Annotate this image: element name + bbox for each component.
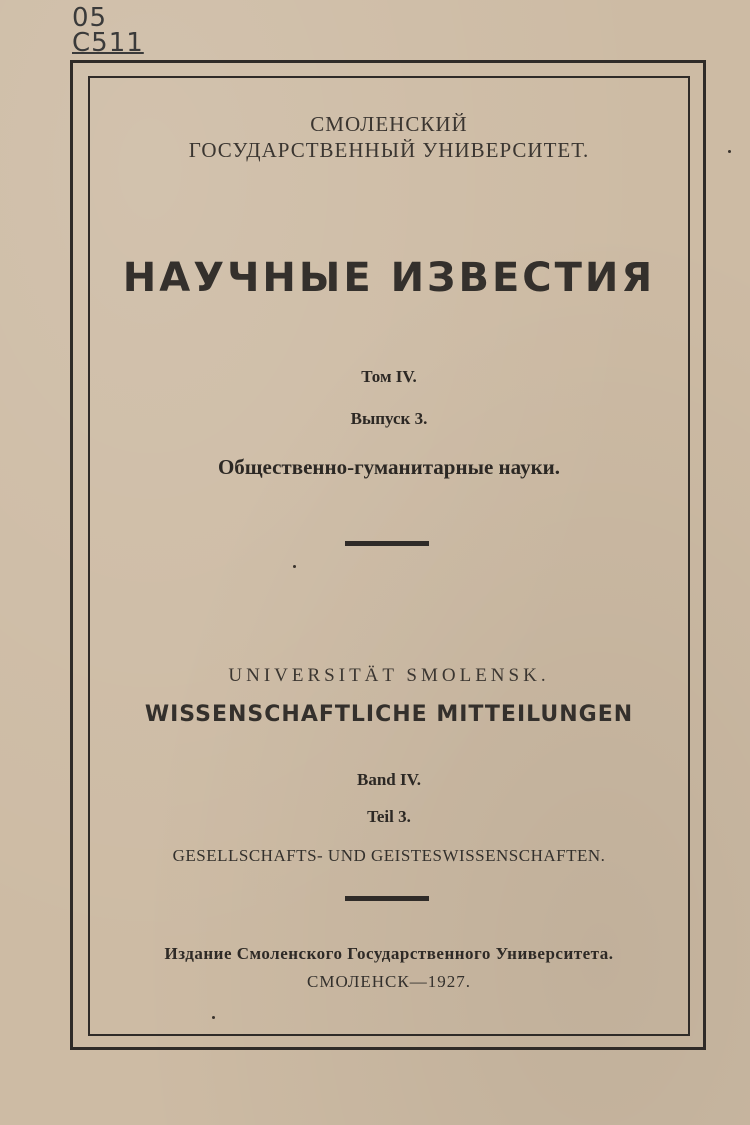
shelf-mark-line-1: 05 [72,3,108,33]
volume-ru: Том IV. [361,367,417,386]
volume-de: Band IV. [357,770,421,789]
publisher-line: Издание Смоленского Государственного Университета. [164,944,614,963]
subject-ru: Общественно-гуманитарные науки. [217,455,561,479]
inner-border [88,76,690,1036]
divider-rule-top [345,541,429,546]
paper-speck [212,1016,215,1019]
issue-ru: Выпуск 3. [350,409,428,428]
university-name-ru-line-1: СМОЛЕНСКИЙ [310,112,468,136]
university-name-ru-line-2: ГОСУДАРСТВЕННЫЙ УНИВЕРСИТЕТ. [188,138,590,162]
paper-speck [728,150,731,153]
imprint-city-year: СМОЛЕНСК—1927. [306,972,471,991]
library-shelf-mark [72,3,144,58]
shelf-mark-line-2: C511 [72,28,144,58]
subject-de: GESELLSCHAFTS- UND GEISTESWISSENSCHAFTEN. [172,846,606,865]
divider-rule-bottom [345,896,429,901]
university-name-de: UNIVERSITÄT SMOLENSK. [228,665,550,686]
part-de: Teil 3. [367,807,411,826]
journal-title-ru: НАУЧНЫЕ ИЗВЕСТИЯ [122,255,656,301]
paper-speck [293,565,296,568]
journal-title-de: WISSENSCHAFTLICHE MITTEILUNGEN [144,702,634,727]
